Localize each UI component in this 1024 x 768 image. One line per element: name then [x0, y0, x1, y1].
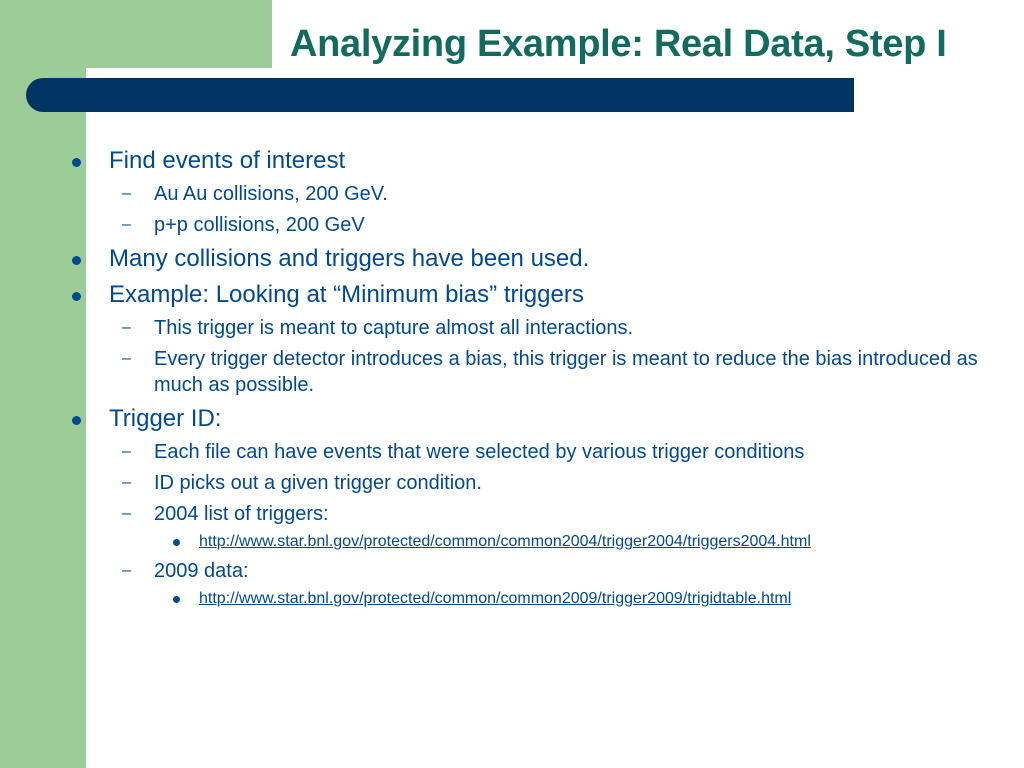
bullet-item [70, 244, 1010, 274]
bullet-text: Many collisions and triggers have been used. [109, 245, 590, 272]
bullet-text: Find events of interest [109, 147, 346, 174]
bullet-dot-icon [72, 158, 81, 167]
sub-bullet-text: ID picks out a given trigger condition. [154, 472, 482, 494]
slide-content [70, 140, 1010, 610]
bullet-dot-icon [72, 416, 81, 425]
dash-icon: – [122, 216, 131, 233]
sub-bullet-text: Au Au collisions, 200 GeV. [154, 183, 388, 205]
sub-bullet-text: Every trigger detector introduces a bias, this trigger is meant to reduce the bias introduced as much as possible. [154, 348, 978, 396]
triggers-2004-link[interactable]: http://www.star.bnl.gov/protected/common/common2004/trigger2004/triggers2004.html [199, 533, 811, 550]
bullet-item [70, 146, 1010, 176]
sub-bullet-text: 2004 list of triggers: [154, 503, 329, 525]
sub-bullet-item [70, 470, 1010, 496]
dash-icon: – [122, 443, 131, 460]
link-item [70, 531, 1010, 553]
sub-bullet-item [70, 439, 1010, 465]
bullet-text: Trigger ID: [109, 405, 222, 432]
sub-bullet-item [70, 212, 1010, 238]
sub-bullet-item [70, 315, 1010, 341]
sub-bullet-item [70, 558, 1010, 584]
bullet-dot-icon [72, 292, 81, 301]
dash-icon: – [122, 505, 131, 522]
link-item [70, 588, 1010, 610]
sub-bullet-item [70, 501, 1010, 527]
dash-icon: – [122, 474, 131, 491]
slide-title: Analyzing Example: Real Data, Step I [290, 23, 947, 65]
dash-icon: – [122, 319, 131, 336]
bullet-dot-icon [173, 596, 180, 603]
sub-bullet-text: Each file can have events that were selected by various trigger conditions [154, 441, 805, 463]
bullet-item [70, 280, 1010, 310]
sub-bullet-item [70, 346, 1010, 398]
dash-icon: – [122, 185, 131, 202]
sub-bullet-text: p+p collisions, 200 GeV [154, 214, 365, 236]
sub-bullet-text: 2009 data: [154, 560, 249, 582]
title-underline-bar [26, 78, 854, 112]
bullet-dot-icon [72, 256, 81, 265]
bullet-text: Example: Looking at “Minimum bias” triggers [109, 281, 584, 308]
dash-icon: – [122, 562, 131, 579]
bullet-item [70, 404, 1010, 434]
bullet-dot-icon [173, 539, 180, 546]
dash-icon: – [122, 350, 131, 367]
top-decor-band [0, 0, 272, 68]
sub-bullet-text: This trigger is meant to capture almost all interactions. [154, 317, 634, 339]
trigidtable-2009-link[interactable]: http://www.star.bnl.gov/protected/common/common2009/trigger2009/trigidtable.html [199, 590, 792, 607]
sub-bullet-item [70, 181, 1010, 207]
